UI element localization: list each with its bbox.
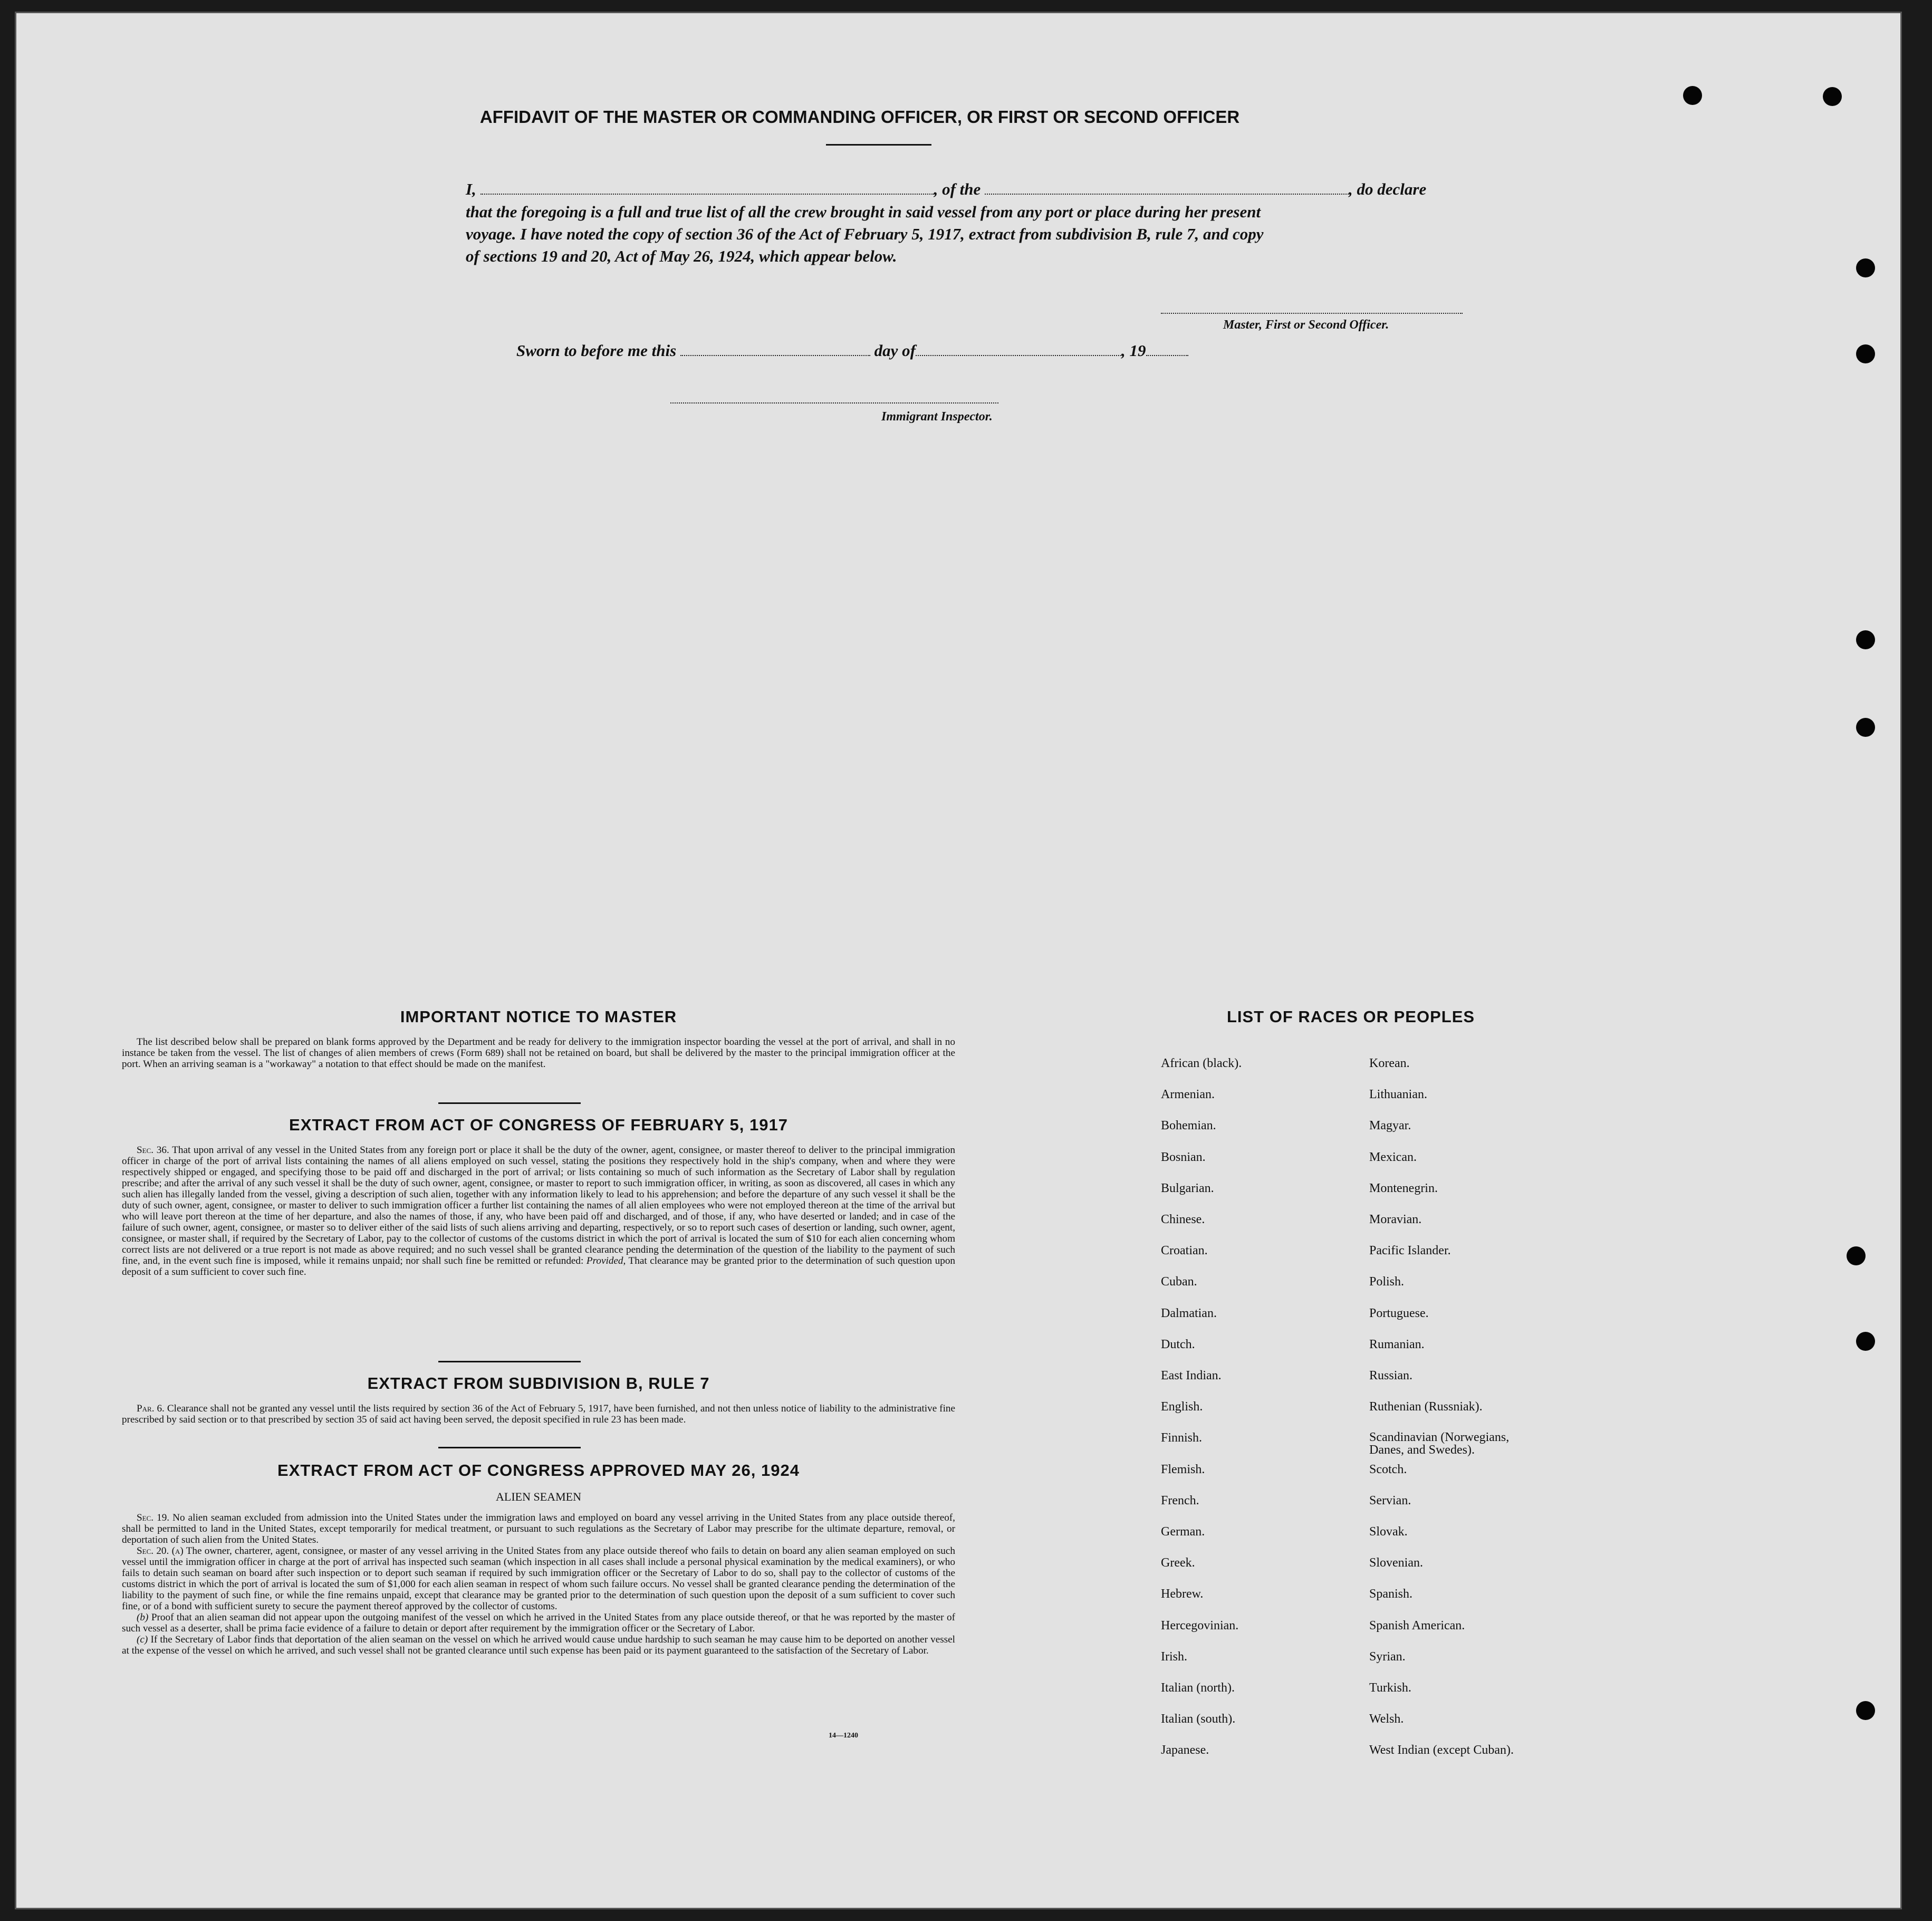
race-item-left: East Indian.: [1161, 1369, 1222, 1382]
inspector-signature-label: Immigrant Inspector.: [881, 410, 993, 424]
sworn-month-field[interactable]: [916, 339, 1121, 356]
race-item-right: Syrian.: [1369, 1650, 1406, 1664]
affidavit-title: AFFIDAVIT OF THE MASTER OR COMMANDING OFFICER, OR FIRST OR SECOND OFFICER: [479, 107, 1240, 127]
section-divider: [438, 1361, 581, 1362]
form-number: 14—1240: [829, 1732, 858, 1740]
race-item-left: Irish.: [1161, 1650, 1187, 1664]
alien-seamen-subtitle: ALIEN SEAMEN: [496, 1490, 581, 1503]
race-item-left: Japanese.: [1161, 1743, 1209, 1757]
sec-19-label: Sec. 19.: [137, 1512, 170, 1523]
punch-hole: [1856, 630, 1875, 649]
affidavit-line-4: of sections 19 and 20, Act of May 26, 1924, which appear below.: [466, 247, 897, 265]
race-item-left: English.: [1161, 1400, 1203, 1414]
race-item-right: Lithuanian.: [1369, 1088, 1427, 1101]
race-item-right: Pacific Islander.: [1369, 1244, 1451, 1257]
affidavit-line-3: voyage. I have noted the copy of section 36 of the Act of February 5, 1917, extract from subdivision B, rule 7, and copy: [466, 225, 1264, 243]
subdivision-b-paragraph: [122, 1403, 955, 1425]
race-item-right: Portuguese.: [1369, 1307, 1429, 1320]
race-item-left: Italian (north).: [1161, 1681, 1235, 1695]
notice-text: [122, 1036, 955, 1070]
sworn-year-field[interactable]: [1146, 339, 1188, 356]
master-signature-line[interactable]: [1161, 313, 1463, 314]
sec-20-text: The owner, charterer, agent, consignee, or master of any vessel arriving in the United States from any place outside thereof who fails to detain on board any alien seaman employed on such vessel until the immigration officer in charge at the port of arrival has inspected such seaman (which inspection in all cases shall include a personal physical examination by the medical examiners), or who fails to detain such seaman on board after such inspection or to deport such seaman if required by such immigration officer or the Secretary of Labor to do so, shall pay to the collector of customs of the customs district in which the port of arrival is located the sum of $1,000 for each alien seaman in respect of whom such failure occurs. No vessel shall be granted clearance pending the determination of the liability to the payment of such fine, or while the fine remains unpaid, except that clearance may be granted prior to the determination of such question upon the deposit of a sum sufficient to cover such fine, or of a bond with sufficient surety to secure the payment thereof approved by the collector of customs.: [122, 1545, 956, 1612]
section-divider: [438, 1102, 581, 1104]
par-6-label: Par. 6.: [137, 1403, 165, 1414]
master-name-field[interactable]: [480, 178, 934, 195]
sworn-day-of-label: day of: [874, 341, 916, 360]
punch-hole: [1823, 87, 1842, 106]
race-item-left: Flemish.: [1161, 1463, 1205, 1476]
race-item-right: Magyar.: [1369, 1119, 1411, 1132]
subdivision-b-title: EXTRACT FROM SUBDIVISION B, RULE 7: [367, 1374, 710, 1392]
race-item-left: African (black).: [1161, 1056, 1242, 1070]
sec-36-text: That upon arrival of any vessel in the United States from any foreign port or place it shall be the duty of the owner, agent, consignee, or master thereof to deliver to the principal immigration officer in charge of the port of arrival lists containing the names of all aliens employed on such vessel, stating the positions they respectively hold in the ship's company, when and where they were respectively shipped or engaged, and specifying those to be paid off and discharged in the port of arrival; or lists containing so much of such information as the Secretary of Labor shall by regulation prescribe; and after the arrival of any such vessel it shall be the duty of such owner, agent, consignee, or master to report to such immigration officer, in writing, as soon as discovered, all cases in which any such alien has illegally landed from the vessel, giving a description of such alien, together with any information likely to lead to his apprehension; and before the departure of any such vessel it shall be the duty of such owner, agent, consignee, or master to deliver to such immigration officer a further list containing the names of all alien employees who were not employed thereon at the time of the arrival but who will leave port thereon at the time of her departure, and also the names of those, if any, who have been paid off and discharged, and of those, if any, who have deserted or landed; and in case of the failure of such owner, agent, consignee, or master so to deliver either of the said lists of such aliens arriving and departing, respectively, or so to report such cases of desertion or landing, such owner, agent, consignee, or master shall, if required by the Secretary of Labor, pay to the collector of customs of the customs district in which the port of arrival is located the sum of $10 for each alien concerning whom correct lists are not delivered or a true report is not made as above required; and no such vessel shall be granted clearance pending the determination of the question of the liability to the payment of such fine, and, in the event such fine is imposed, while it remains unpaid; nor shall such fine be remitted or refunded:: [122, 1145, 955, 1266]
sworn-year-label: , 19: [1121, 341, 1146, 360]
master-signature-label: Master, First or Second Officer.: [1223, 318, 1389, 332]
proviso-text: That clearance may be granted prior to the determination of such question upon deposit of a sum sufficient to cover such fine.: [122, 1255, 956, 1278]
sworn-day-field[interactable]: [680, 339, 870, 356]
race-item-left: Chinese.: [1161, 1213, 1205, 1226]
notice-title: IMPORTANT NOTICE TO MASTER: [400, 1007, 677, 1026]
sec-19-paragraph: [122, 1512, 955, 1545]
sec-20c-text: If the Secretary of Labor finds that deportation of the alien seaman on the vessel on which he arrived would cause undue hardship to such seaman he may cause him to be deported on another vessel at the expense of the vessel on which he arrived, and such vessel shall not be granted clearance until such expense has been paid or its payment guaranteed to the satisfaction of the Secretary of Labor.: [122, 1634, 955, 1656]
sworn-prefix: Sworn to before me this: [516, 341, 677, 360]
punch-hole: [1683, 86, 1702, 105]
race-item-right: Spanish.: [1369, 1587, 1413, 1601]
sec-20-paragraph: [122, 1545, 955, 1612]
punch-hole: [1856, 1332, 1875, 1351]
race-item-right: Servian.: [1369, 1494, 1411, 1507]
race-item-right: Mexican.: [1369, 1150, 1417, 1164]
race-item-left: Dalmatian.: [1161, 1307, 1217, 1320]
sec-20b-paragraph: [122, 1612, 955, 1634]
section-divider: [438, 1447, 581, 1448]
race-item-left: Bohemian.: [1161, 1119, 1216, 1132]
extract-1917-text: [122, 1145, 955, 1278]
race-item-right: Polish.: [1369, 1275, 1405, 1289]
race-item-left: Greek.: [1161, 1556, 1195, 1570]
race-item-right: Russian.: [1369, 1369, 1413, 1382]
affidavit-do-declare-label: , do declare: [1349, 180, 1427, 198]
race-item-right: West Indian (except Cuban).: [1369, 1743, 1514, 1757]
race-item-right: Slovak.: [1369, 1525, 1408, 1539]
punch-hole: [1856, 344, 1875, 363]
extract-1917-paragraph: [122, 1145, 955, 1278]
race-item-left: Finnish.: [1161, 1431, 1203, 1445]
punch-hole: [1847, 1246, 1866, 1265]
par-6-text: Clearance shall not be granted any vessel until the lists required by section 36 of the Act of February 5, 1917, have been furnished, and not then unless notice of liability to the administrative fine prescribed by said section or to that prescribed by section 35 of said act having been served, the deposit specified in rule 23 has been made.: [122, 1403, 956, 1425]
race-item-right: Ruthenian (Russniak).: [1369, 1400, 1483, 1414]
sec-20b-label: (b): [137, 1612, 149, 1623]
sec-20-label: Sec. 20. (a): [137, 1545, 184, 1557]
race-item-right: Spanish American.: [1369, 1619, 1465, 1632]
subdivision-b-text: [122, 1403, 955, 1425]
sworn-line: [516, 339, 1188, 362]
race-item-left: Bulgarian.: [1161, 1182, 1214, 1195]
affidavit-line-2: that the foregoing is a full and true list of all the crew brought in said vessel from any port or place during her present: [466, 203, 1261, 221]
race-item-left: Hercegovinian.: [1161, 1619, 1239, 1632]
race-item-left: Dutch.: [1161, 1338, 1195, 1351]
proviso-label: Provided,: [586, 1255, 626, 1266]
race-item-right: Welsh.: [1369, 1712, 1404, 1726]
race-item-left: Croatian.: [1161, 1244, 1208, 1257]
race-item-right: Turkish.: [1369, 1681, 1411, 1695]
race-item-right: Rumanian.: [1369, 1338, 1425, 1351]
race-item-right: Korean.: [1369, 1056, 1410, 1070]
sec-36-label: Sec. 36.: [137, 1145, 169, 1156]
extract-1917-title: EXTRACT FROM ACT OF CONGRESS OF FEBRUARY 5, 1917: [289, 1116, 788, 1134]
affidavit-title-rule: [826, 144, 931, 146]
sec-20c-label: (c): [137, 1634, 148, 1645]
race-item-left: Cuban.: [1161, 1275, 1197, 1289]
race-item-left: Italian (south).: [1161, 1712, 1236, 1726]
race-item-right: Scandinavian (Norwegians, Danes, and Swedes).: [1369, 1430, 1510, 1457]
extract-1924-text: [122, 1512, 955, 1656]
affidavit-i-label: I,: [466, 180, 476, 198]
affidavit-of-the-label: , of the: [934, 180, 981, 198]
vessel-name-field[interactable]: [985, 178, 1349, 195]
race-item-left: German.: [1161, 1525, 1205, 1539]
notice-paragraph: The list described below shall be prepared on blank forms approved by the Department and be ready for delivery to the immigration inspector boarding the vessel at the port of arrival, and shall in no instance be taken from the vessel. The list of changes of alien members of crews (Form 689) shall not be retained on board, but shall be delivered by the master to the principal immigration officer at the port. When an arriving seaman is a "workaway" a notation to that effect should be made on the manifest.: [122, 1036, 955, 1070]
extract-1924-title: EXTRACT FROM ACT OF CONGRESS APPROVED MAY 26, 1924: [277, 1461, 800, 1480]
sec-19-text: No alien seaman excluded from admission into the United States under the immigration laws and employed on board any vessel arriving in the United States from any place outside thereof, shall be permitted to land in the United States, except temporarily for medical treatment, or pursuant to such regulations as the Secretary of Labor may prescribe for the ultimate departure, removal, or deportation of such alien from the United States.: [122, 1512, 955, 1545]
race-item-right: Slovenian.: [1369, 1556, 1423, 1570]
punch-hole: [1856, 258, 1875, 277]
race-item-left: Bosnian.: [1161, 1150, 1206, 1164]
document-page: [15, 12, 1902, 1909]
punch-hole: [1856, 1701, 1875, 1720]
race-item-left: Armenian.: [1161, 1088, 1215, 1101]
race-item-right: Moravian.: [1369, 1213, 1422, 1226]
sec-20c-paragraph: [122, 1634, 955, 1656]
race-item-right: Scotch.: [1369, 1463, 1407, 1476]
inspector-signature-line[interactable]: [670, 402, 998, 404]
races-title: LIST OF RACES OR PEOPLES: [1226, 1007, 1475, 1026]
affidavit-line-1: [466, 178, 1426, 200]
race-item-left: French.: [1161, 1494, 1199, 1507]
punch-hole: [1856, 718, 1875, 737]
sec-20b-text: Proof that an alien seaman did not appear upon the outgoing manifest of the vessel on which he arrived in the United States from any place outside thereof, or that he was reported by the master of such vessel as a deserter, shall be prima facie evidence of a failure to detain or deport after requirement by the immigration officer or the Secretary of Labor.: [122, 1612, 955, 1634]
race-item-left: Hebrew.: [1161, 1587, 1204, 1601]
race-item-right: Montenegrin.: [1369, 1182, 1438, 1195]
